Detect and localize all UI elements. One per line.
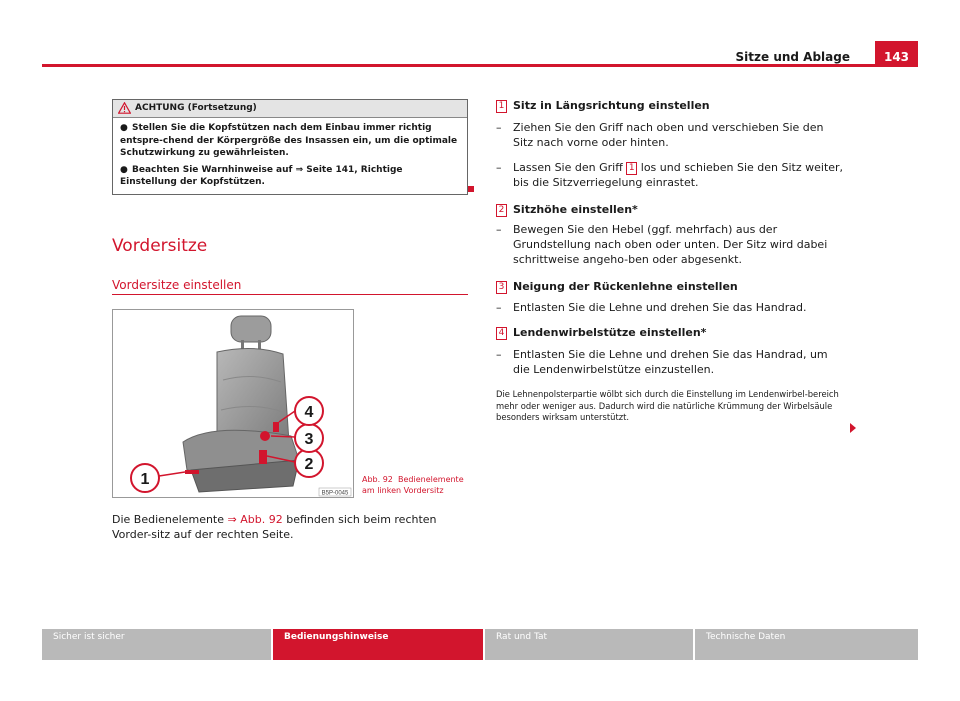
figure-label-4: 4 (304, 404, 314, 421)
warning-triangle-icon (118, 102, 131, 121)
instruction-heading-1: 1 Sitz in Längsrichtung einstellen (496, 99, 710, 113)
section-subtitle: Vordersitze einstellen (112, 278, 242, 292)
figure-caption (362, 474, 464, 496)
footer-tab-rat[interactable]: Rat und Tat (485, 629, 693, 660)
header-rule (42, 64, 918, 67)
footer-tab-bedienung[interactable]: Bedienungshinweise (273, 629, 483, 660)
figure-link[interactable]: ⇒ Abb. 92 (227, 513, 283, 526)
dash-marker: – (496, 348, 502, 361)
step-item: – Ziehen Sie den Griff nach oben und verschieben Sie den Sitz nach vorne oder hinten. (496, 121, 824, 149)
number-marker: 2 (496, 204, 507, 217)
figure-label-2: 2 (304, 456, 314, 473)
figure-caption-text: Bedienelemente (398, 475, 464, 484)
warning-header (113, 100, 467, 118)
step-item: – Entlasten Sie die Lehne und drehen Sie das Handrad, um die Lendenwirbelstütze einzustellen. (496, 348, 828, 376)
step-item: – Bewegen Sie den Hebel (ggf. mehrfach) aus der Grundstellung nach oben oder unten. Der Sitz wird dabei schrittweise angeho-ben oder abgesenkt. (496, 223, 828, 266)
section-title: Vordersitze (112, 236, 208, 256)
running-header-title: Sitze und Ablage (735, 50, 850, 64)
dash-marker: – (496, 121, 502, 134)
number-marker: 4 (496, 327, 507, 340)
figure-caption-line2: am linken Vordersitz (362, 486, 444, 495)
subtitle-rule (112, 294, 468, 295)
number-marker: 1 (496, 100, 507, 113)
step-item: – Lassen Sie den Griff 1 los und schieben Sie den Sitz weiter, bis die Sitzverriegelung einrastet. (496, 161, 844, 189)
figure-caption-prefix: Abb. 92 (362, 475, 393, 484)
figure-code: B5P-0045 (321, 490, 349, 497)
body-paragraph: Die Bedienelemente ⇒ Abb. 92 befinden sich beim rechten Vorder-sitz auf der rechten Seite. (112, 513, 437, 541)
number-marker: 1 (626, 162, 637, 175)
section-end-marker (468, 186, 474, 192)
warning-title: ACHTUNG (Fortsetzung) (135, 103, 257, 113)
figure-label-3: 3 (304, 431, 314, 448)
figure-label-1: 1 (140, 471, 150, 488)
number-marker: 3 (496, 281, 507, 294)
dash-marker: – (496, 301, 502, 314)
footer-tab-sicher[interactable]: Sicher ist sicher (42, 629, 271, 660)
warning-bullet: ● Beachten Sie Warnhinweise auf ⇒ Seite 141, Richtige Einstellung der Kopfstützen. (120, 164, 403, 187)
warning-bullet: ● Stellen Sie die Kopfstützen nach dem Einbau immer richtig entspre-chend der Körpergröße des Insassen ein, um die optimale Schutzwirkung zu gewährleisten. (120, 123, 458, 158)
footer-tab-technische[interactable]: Technische Daten (695, 629, 918, 660)
continue-arrow-icon (849, 418, 857, 437)
instruction-heading-2: 2 Sitzhöhe einstellen* (496, 203, 638, 217)
instruction-heading-4: 4 Lendenwirbelstütze einstellen* (496, 326, 706, 340)
instruction-heading-3: 3 Neigung der Rückenlehne einstellen (496, 280, 738, 294)
seat-illustration (112, 309, 354, 498)
page-number: 143 (875, 41, 918, 67)
step-item: – Entlasten Sie die Lehne und drehen Sie das Handrad. (496, 301, 807, 314)
dash-marker: – (496, 223, 502, 236)
dash-marker: – (496, 161, 502, 174)
warning-box (112, 99, 468, 195)
note-paragraph: Die Lehnenpolsterpartie wölbt sich durch die Einstellung im Lendenwirbel-bereich mehr oder weniger aus. Dadurch wird die natürliche Krümmung der Wirbelsäule besonders wirksam unterstützt. (496, 389, 839, 423)
